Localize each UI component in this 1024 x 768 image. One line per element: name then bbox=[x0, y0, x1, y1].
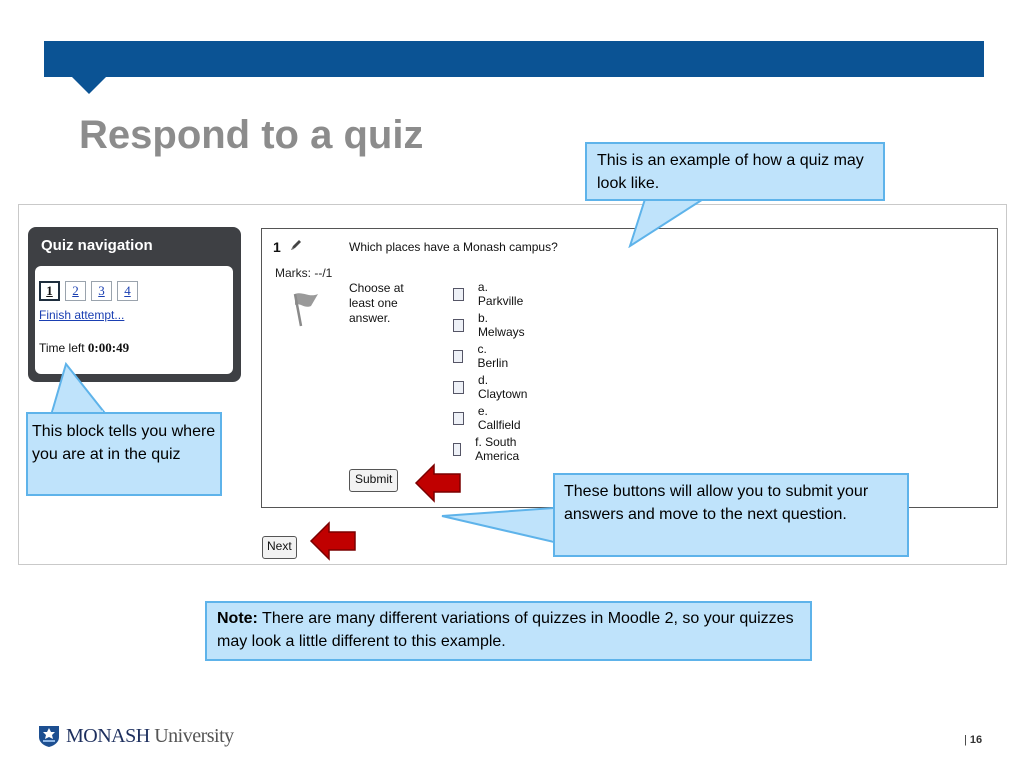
question-text: Which places have a Monash campus? bbox=[349, 240, 558, 254]
question-box bbox=[261, 228, 998, 508]
answer-option[interactable] bbox=[453, 342, 511, 370]
quiz-navigation-title: Quiz navigation bbox=[41, 237, 153, 254]
time-left-label: Time left bbox=[39, 341, 85, 355]
time-left bbox=[39, 340, 129, 356]
monash-wordmark: MONASH University bbox=[66, 724, 234, 747]
left-arrow-icon bbox=[309, 521, 357, 561]
finish-attempt-link[interactable]: Finish attempt... bbox=[39, 308, 125, 322]
answer-option[interactable] bbox=[453, 311, 527, 339]
answer-checkbox[interactable] bbox=[453, 443, 461, 456]
answer-option[interactable] bbox=[453, 404, 523, 432]
question-marks: Marks: --/1 bbox=[275, 266, 333, 280]
next-button[interactable]: Next bbox=[262, 536, 297, 559]
answer-instruction: Choose at least one answer. bbox=[349, 281, 404, 325]
navigation-block-callout: This block tells you where you are at in the quiz bbox=[26, 412, 222, 496]
answer-label: f. South America bbox=[475, 435, 520, 463]
quiz-navigation-block bbox=[28, 227, 241, 382]
question-number-list bbox=[39, 281, 138, 301]
answer-option[interactable] bbox=[453, 373, 529, 401]
flag-icon[interactable] bbox=[291, 290, 321, 328]
question-link-3[interactable]: 3 bbox=[91, 281, 112, 301]
monash-logo bbox=[38, 724, 234, 748]
answer-checkbox[interactable] bbox=[453, 381, 464, 394]
callout-pointer bbox=[440, 504, 556, 546]
time-left-value: 0:00:49 bbox=[87, 340, 130, 355]
answer-label: a. Parkville bbox=[477, 280, 524, 308]
answer-option[interactable] bbox=[453, 280, 525, 308]
header-bar bbox=[44, 41, 984, 77]
example-callout: This is an example of how a quiz may look like. bbox=[585, 142, 885, 201]
answer-label: d. Claytown bbox=[478, 373, 528, 401]
quiz-navigation-panel bbox=[35, 266, 233, 374]
question-link-4[interactable]: 4 bbox=[117, 281, 138, 301]
note-label: Note: bbox=[217, 610, 258, 627]
page-title: Respond to a quiz bbox=[79, 113, 424, 157]
callout-pointer bbox=[626, 196, 716, 248]
note-box bbox=[205, 601, 812, 661]
answer-checkbox[interactable] bbox=[453, 350, 463, 363]
answer-option[interactable] bbox=[453, 435, 524, 463]
monash-crest-icon bbox=[38, 724, 60, 748]
question-number: 1 bbox=[273, 239, 281, 255]
answer-checkbox[interactable] bbox=[453, 412, 464, 425]
answer-checkbox[interactable] bbox=[453, 319, 464, 332]
note-text: There are many different variations of quizzes in Moodle 2, so your quizzes may look a little different to this example. bbox=[217, 610, 794, 650]
page-number: | 16 bbox=[964, 734, 983, 746]
buttons-callout: These buttons will allow you to submit your answers and move to the next question. bbox=[553, 473, 909, 557]
question-link-1[interactable]: 1 bbox=[39, 281, 60, 301]
callout-pointer bbox=[48, 362, 108, 414]
pencil-icon bbox=[290, 239, 302, 251]
answer-label: c. Berlin bbox=[477, 342, 509, 370]
answer-label: b. Melways bbox=[477, 311, 525, 339]
answer-label: e. Callfield bbox=[477, 404, 521, 432]
question-link-2[interactable]: 2 bbox=[65, 281, 86, 301]
submit-button[interactable]: Submit bbox=[349, 469, 398, 492]
answer-checkbox[interactable] bbox=[453, 288, 464, 301]
header-notch bbox=[72, 77, 106, 94]
left-arrow-icon bbox=[414, 463, 462, 503]
